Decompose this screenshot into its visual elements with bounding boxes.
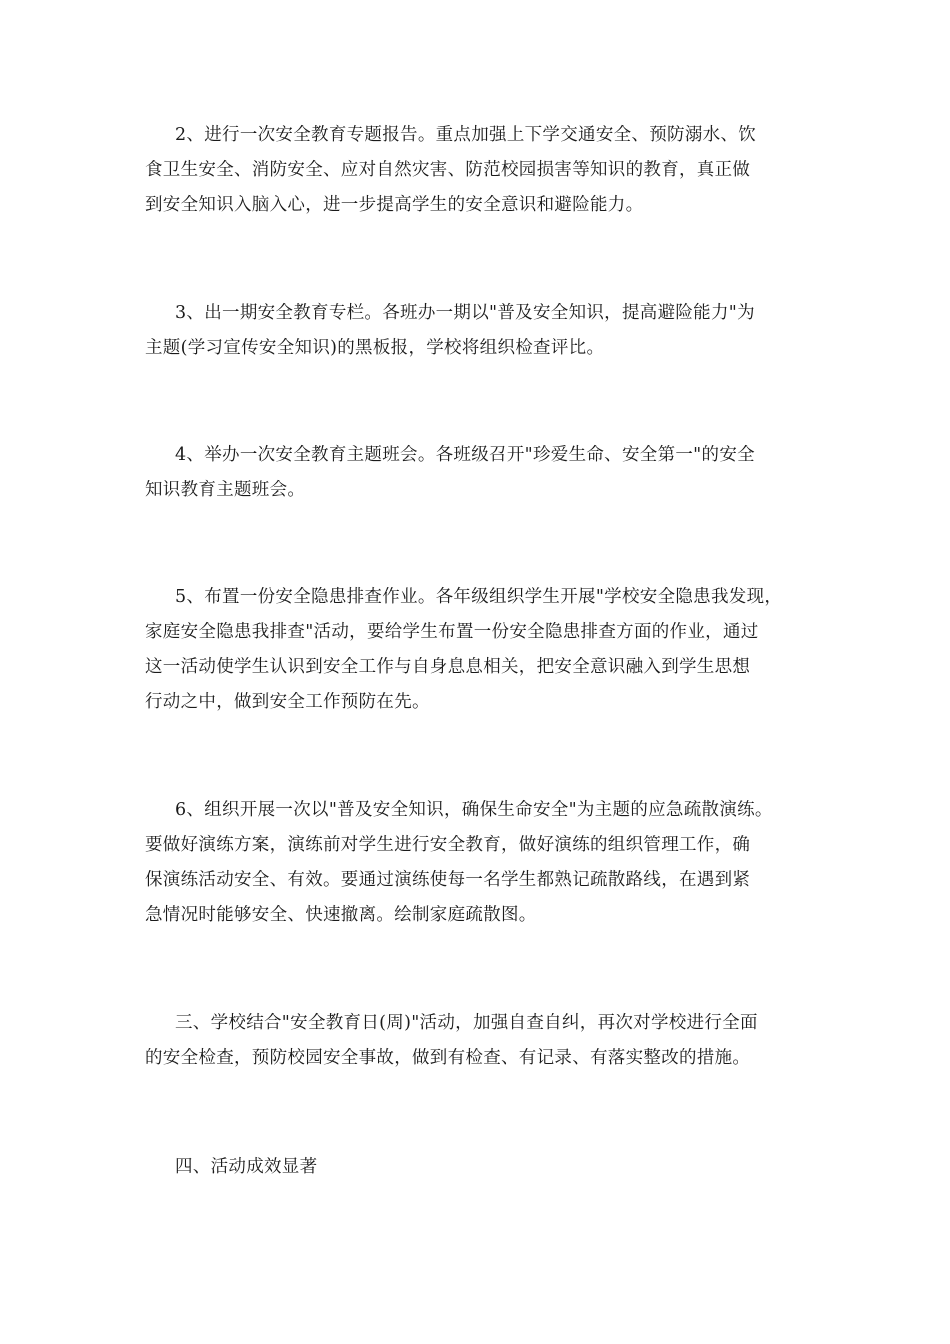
paragraph-line: 保演练活动安全、有效。要通过演练使每一名学生都熟记疏散路线，在遇到紧 <box>145 870 751 890</box>
section-three-paragraph <box>145 1006 817 1076</box>
section-four-heading <box>145 1150 817 1185</box>
paragraph-item-5 <box>145 580 817 720</box>
paragraph-line: 知识教育主题班会。 <box>145 480 306 500</box>
paragraph-line: 这一活动使学生认识到安全工作与自身息息相关，把安全意识融入到学生思想 <box>145 657 751 677</box>
paragraph-line: 食卫生安全、消防安全、应对自然灾害、防范校园损害等知识的教育，真正做 <box>145 160 751 180</box>
paragraph-item-3 <box>145 296 817 366</box>
paragraph-line: 6、组织开展一次以"普及安全知识，确保生命安全"为主题的应急疏散演练。 <box>175 800 773 820</box>
paragraph-line: 2、进行一次安全教育专题报告。重点加强上下学交通安全、预防溺水、饮 <box>175 125 757 145</box>
paragraph-line: 三、学校结合"安全教育日(周)"活动，加强自查自纠，再次对学校进行全面 <box>175 1013 758 1033</box>
paragraph-line: 3、出一期安全教育专栏。各班办一期以"普及安全知识，提高避险能力"为 <box>175 303 755 323</box>
paragraph-line: 的安全检查，预防校园安全事故，做到有检查、有记录、有落实整改的措施。 <box>145 1048 751 1068</box>
paragraph-line: 4、举办一次安全教育主题班会。各班级召开"珍爱生命、安全第一"的安全 <box>175 445 755 465</box>
paragraph-line: 到安全知识入脑入心，进一步提高学生的安全意识和避险能力。 <box>145 195 644 215</box>
paragraph-line: 急情况时能够安全、快速撤离。绘制家庭疏散图。 <box>145 905 537 925</box>
paragraph-item-2 <box>145 118 817 223</box>
paragraph-line: 5、布置一份安全隐患排查作业。各年级组织学生开展"学校安全隐患我发现， <box>175 587 783 607</box>
paragraph-line: 四、活动成效显著 <box>175 1157 318 1177</box>
paragraph-line: 行动之中，做到安全工作预防在先。 <box>145 692 430 712</box>
paragraph-line: 家庭安全隐患我排查"活动，要给学生布置一份安全隐患排查方面的作业，通过 <box>145 622 759 642</box>
paragraph-line: 要做好演练方案，演练前对学生进行安全教育，做好演练的组织管理工作，确 <box>145 835 751 855</box>
paragraph-item-4 <box>145 438 817 508</box>
paragraph-item-6 <box>145 793 817 933</box>
paragraph-line: 主题(学习宣传安全知识)的黑板报，学校将组织检查评比。 <box>145 338 605 358</box>
